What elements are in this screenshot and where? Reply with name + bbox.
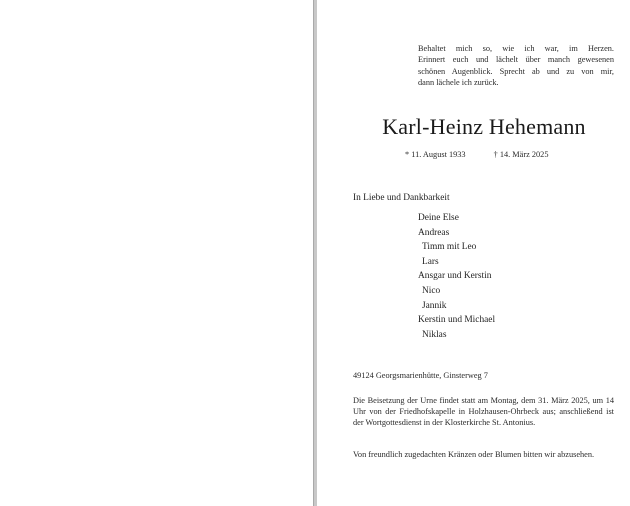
birth-date: * 11. August 1933 (405, 150, 466, 159)
left-page (0, 0, 313, 506)
family-list (418, 211, 495, 342)
life-dates (405, 150, 548, 159)
deceased-name: Karl-Heinz Hehemann (382, 114, 586, 139)
poem (418, 43, 614, 89)
family-member: Andreas (418, 227, 450, 238)
poem-line: dann lächele ich zurück. (418, 78, 499, 88)
funeral-info: Die Beisetzung der Urne findet statt am Montag, dem 31. März 2025, um 14 Uhr von der Friedhofskapelle in Holzhausen-Ohrbeck aus; anschließend ist der Wortgottesdienst in der Klosterkirche St. Antonius. (353, 396, 614, 428)
family-member: Lars (422, 256, 439, 267)
family-member: Kerstin und Michael (418, 315, 496, 326)
death-date: † 14. März 2025 (493, 150, 549, 159)
poem-line: Erinnert euch und lächelt über manch gewesenen (418, 55, 614, 65)
family-member: Niklas (422, 329, 447, 340)
address: 49124 Georgsmarienhütte, Ginsterweg 7 (353, 371, 488, 380)
flowers-note: Von freundlich zugedachten Kränzen oder Blumen bitten wir abzusehen. (353, 450, 595, 459)
family-member: Jannik (422, 300, 447, 311)
poem-line: Behaltet mich so, wie ich war, im Herzen. (418, 44, 614, 53)
family-member: Timm mit Leo (422, 242, 477, 253)
family-member: Nico (422, 285, 441, 296)
poem-line: schönen Augenblick. Sprecht ab und zu von mir, (418, 66, 614, 76)
family-member: Ansgar und Kerstin (418, 271, 492, 282)
intro-line: In Liebe und Dankbarkeit (353, 193, 450, 203)
family-member: Deine Else (418, 213, 459, 223)
